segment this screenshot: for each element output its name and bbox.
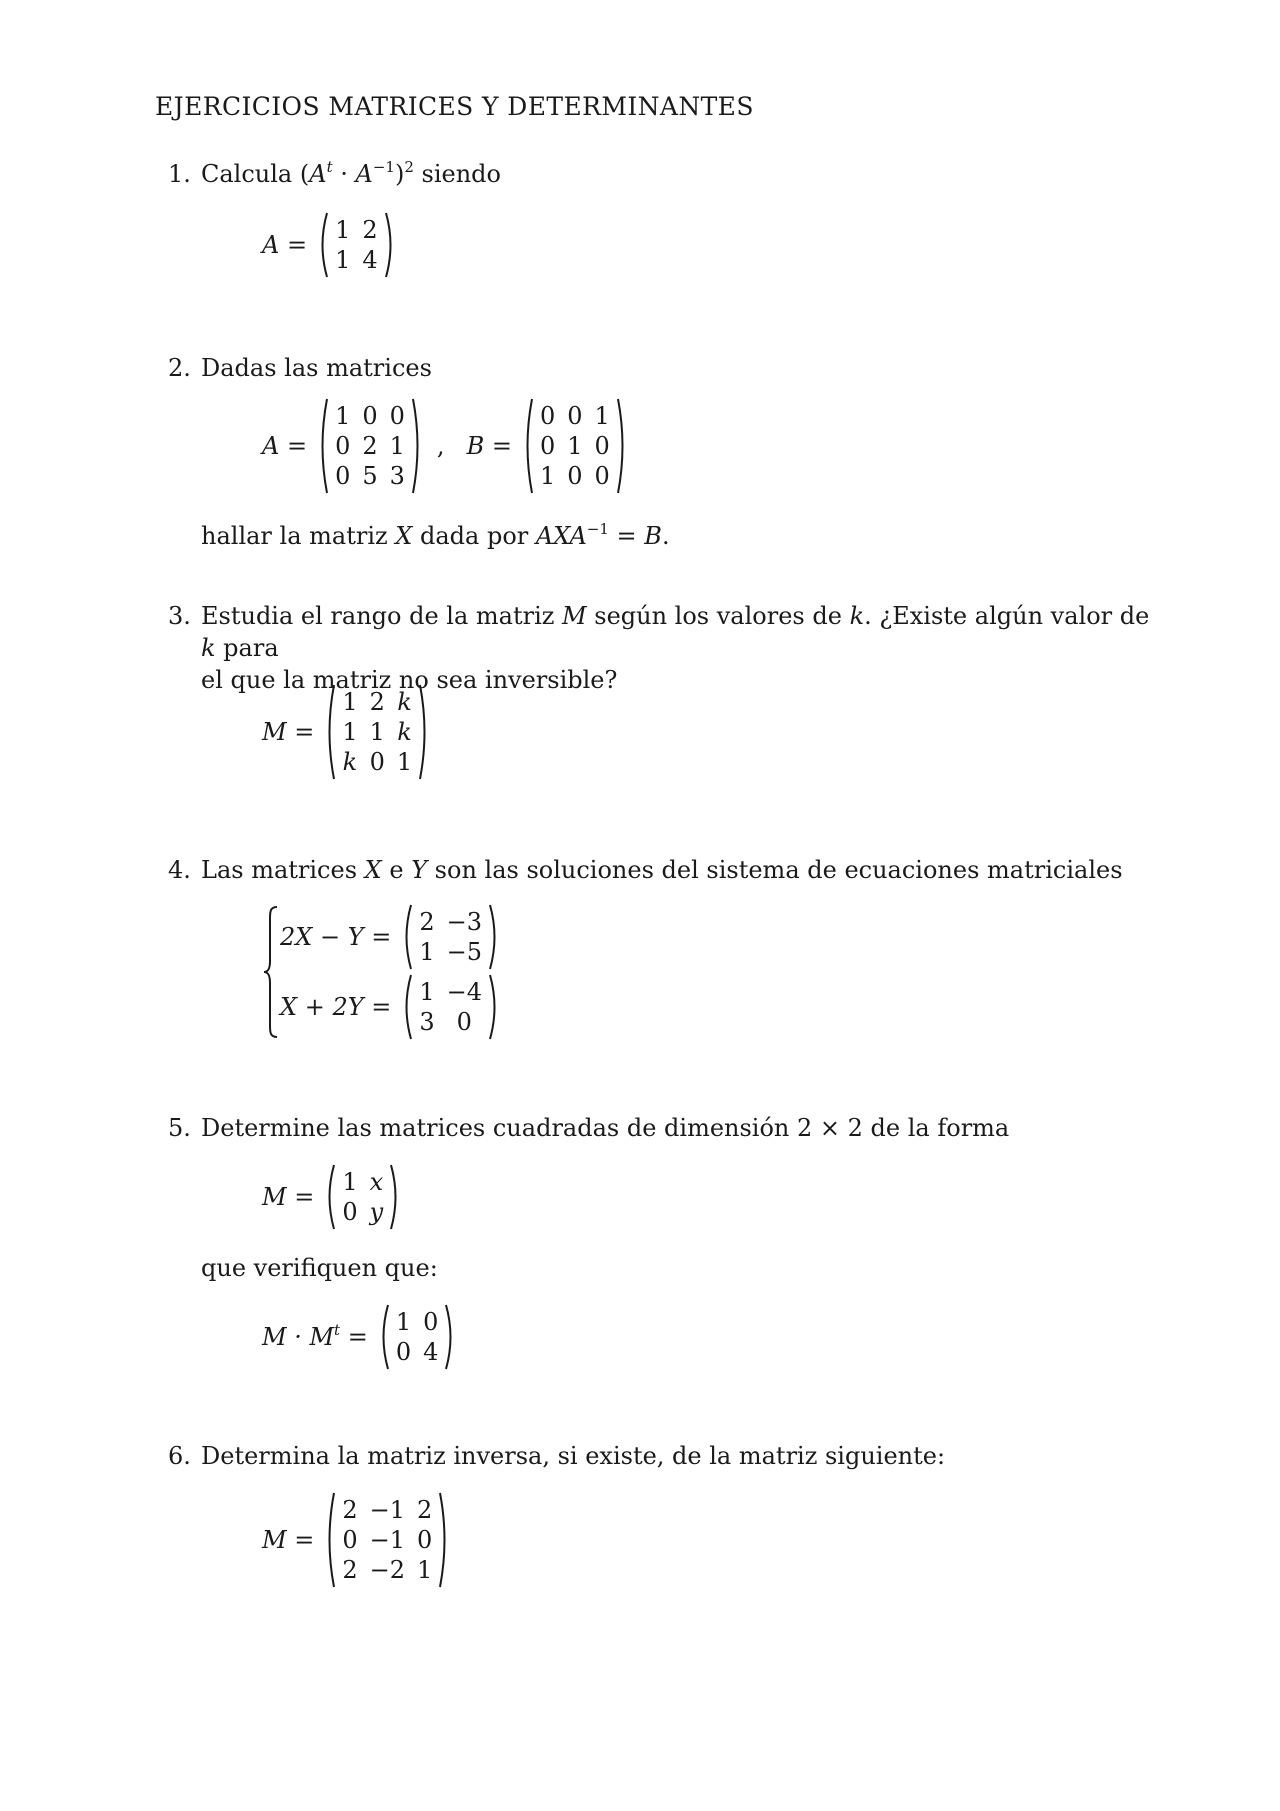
matrix-body [390, 1307, 445, 1367]
matrix-row [336, 687, 418, 717]
equation-lhs: X + 2Y = [280, 993, 392, 1021]
equation-matrix-inverse [262, 1492, 454, 1588]
matrix-row [413, 1007, 488, 1037]
matrix-cell: 0 [342, 1526, 358, 1554]
equation-lhs: M = [262, 718, 315, 746]
matrix-cell: −1 [369, 1496, 405, 1524]
matrix-body [336, 687, 418, 777]
matrix [324, 1492, 450, 1588]
matrix [324, 1164, 401, 1230]
matrix-cell: k [397, 688, 412, 716]
matrix-cell: 0 [567, 402, 583, 430]
left-paren-icon [317, 398, 329, 494]
equation-lhs: $M \cdot M^t$ = [262, 1321, 368, 1351]
matrix-row [534, 401, 616, 431]
right-paren-icon [418, 684, 430, 780]
exercise-3 [168, 600, 1170, 696]
equation-row-1 [280, 904, 504, 970]
matrix-cell: 1 [395, 1308, 412, 1336]
matrix-body [336, 1167, 389, 1227]
system-of-equations [262, 904, 504, 1040]
exercise-number: 5. [168, 1114, 191, 1142]
matrix-cell: 0 [567, 462, 583, 490]
matrix-row [534, 461, 616, 491]
equation-lhs: B = [466, 432, 512, 460]
right-paren-icon [488, 904, 500, 970]
exercise-statement: hallar la matriz X dada por $AXA^{-1} = B$. [201, 520, 670, 550]
equation-matrix-m [262, 684, 434, 780]
exercise-5 [168, 1112, 1170, 1144]
exercise-statement: Determine las matrices cuadradas de dimensión 2 × 2 de la forma [201, 1114, 1010, 1142]
matrix [324, 684, 430, 780]
matrix-cell: 1 [539, 462, 556, 490]
matrix-cell: 0 [335, 432, 351, 460]
matrix-cell: 1 [389, 432, 405, 460]
equation-lhs: M = [262, 1526, 315, 1554]
matrix-cell: 0 [416, 1526, 433, 1554]
matrix-row [336, 747, 418, 777]
matrix-row [336, 1495, 438, 1525]
matrix [317, 212, 396, 278]
matrix-cell: 1 [419, 978, 435, 1006]
left-paren-icon [324, 684, 336, 780]
exercise-statement: Estudia el rango de la matriz M según los valores de k. ¿Existe algún valor de k para el que la matriz no sea inversible? [201, 602, 1150, 694]
matrix-cell: −4 [446, 978, 482, 1006]
left-brace-icon [262, 905, 280, 1039]
equation-system [262, 904, 504, 1040]
matrix-cell: 3 [389, 462, 405, 490]
matrix-row [336, 1167, 389, 1197]
equation-lhs: A = [262, 432, 308, 460]
exercise-number: 2. [168, 354, 191, 382]
matrix-body [413, 907, 488, 967]
right-paren-icon [488, 974, 500, 1040]
matrix [401, 974, 500, 1040]
matrix-body [329, 215, 384, 275]
exercise-number: 3. [168, 602, 191, 630]
matrix-row [413, 907, 488, 937]
exercise-number: 4. [168, 856, 191, 884]
exercise-6 [168, 1440, 1170, 1472]
separator-comma: , [436, 432, 445, 460]
matrix-cell: 0 [456, 1008, 472, 1036]
matrix-cell: 0 [539, 402, 556, 430]
matrix-cell: 1 [567, 432, 583, 460]
matrix-cell: k [397, 718, 412, 746]
document-title: EJERCICIOS MATRICES Y DETERMINANTES [155, 92, 754, 121]
matrix-cell: 0 [395, 1338, 412, 1366]
exercise-1 [168, 158, 1170, 190]
matrix-body [534, 401, 616, 491]
matrix-cell: 2 [362, 216, 378, 244]
matrix-cell: x [369, 1168, 384, 1196]
equation-matrix-m-form [262, 1164, 405, 1230]
matrix-cell: 1 [416, 1556, 433, 1584]
left-paren-icon [324, 1492, 336, 1588]
exercise-2 [168, 352, 1170, 384]
exercise-statement: Dadas las matrices [201, 354, 432, 382]
matrix-cell: 4 [423, 1338, 439, 1366]
matrix-cell: 1 [419, 938, 435, 966]
right-paren-icon [616, 398, 628, 494]
exercise-statement: Las matrices X e Y son las soluciones del sistema de ecuaciones matriciales [201, 856, 1123, 884]
equation-lhs: A = [262, 231, 308, 259]
matrix-cell: −1 [369, 1526, 405, 1554]
matrix-row [390, 1337, 445, 1367]
matrix-cell: 1 [369, 718, 385, 746]
exercise-5-followup [168, 1252, 1170, 1284]
right-paren-icon [384, 212, 396, 278]
matrix-cell: −5 [446, 938, 482, 966]
matrix-cell: 2 [416, 1496, 433, 1524]
exercise-2-followup [168, 520, 1170, 552]
left-paren-icon [401, 904, 413, 970]
matrix-cell: 1 [342, 688, 358, 716]
matrix-body [336, 1495, 438, 1585]
exercise-4 [168, 854, 1170, 886]
left-paren-icon [378, 1304, 390, 1370]
matrix-row [336, 1525, 438, 1555]
matrix-cell: −3 [446, 908, 482, 936]
matrix-row [336, 1555, 438, 1585]
matrix-cell: 1 [594, 402, 610, 430]
left-paren-icon [522, 398, 534, 494]
matrix-row [336, 1197, 389, 1227]
matrix-row [329, 461, 411, 491]
matrix-cell: 0 [389, 402, 405, 430]
matrix-row [534, 431, 616, 461]
equation-lhs: 2X − Y = [280, 923, 392, 951]
matrix-cell: 2 [369, 688, 385, 716]
matrix-cell: 2 [342, 1556, 358, 1584]
matrix-cell: 0 [594, 432, 610, 460]
matrix-cell: 3 [419, 1008, 435, 1036]
matrix-cell: y [369, 1198, 384, 1226]
left-paren-icon [317, 212, 329, 278]
matrix-cell: 2 [362, 432, 378, 460]
matrix-cell: 5 [362, 462, 378, 490]
matrix-cell: 1 [342, 1168, 358, 1196]
exercise-statement: Calcula $(A^t \cdot A^{-1})^2$ siendo [201, 158, 501, 188]
matrix-row [329, 431, 411, 461]
matrix-row [390, 1307, 445, 1337]
matrix-cell: k [342, 748, 358, 776]
equation-matrix-a [262, 212, 400, 278]
matrix-cell: 1 [335, 216, 351, 244]
matrix-row [329, 245, 384, 275]
right-paren-icon [444, 1304, 456, 1370]
matrix-row [329, 401, 411, 431]
matrix-cell: 0 [335, 462, 351, 490]
matrix-cell: 1 [335, 246, 351, 274]
right-paren-icon [438, 1492, 450, 1588]
matrix-row [329, 215, 384, 245]
matrix-cell: 0 [423, 1308, 439, 1336]
matrix [401, 904, 500, 970]
matrix-cell: 0 [362, 402, 378, 430]
matrix-cell: 1 [342, 718, 358, 746]
matrix [378, 1304, 457, 1370]
matrix [522, 398, 628, 494]
matrix-cell: 0 [594, 462, 610, 490]
exercise-statement: que verifiquen que: [201, 1254, 438, 1282]
matrix-cell: 2 [342, 1496, 358, 1524]
matrix-row [413, 937, 488, 967]
matrix-row [413, 977, 488, 1007]
matrix-cell: 0 [539, 432, 556, 460]
left-paren-icon [324, 1164, 336, 1230]
exercise-statement: Determina la matriz inversa, si existe, de la matriz siguiente: [201, 1442, 946, 1470]
equation-m-mt [262, 1304, 460, 1370]
matrix-cell: −2 [369, 1556, 405, 1584]
equation-lhs: M = [262, 1183, 315, 1211]
matrix-cell: 0 [369, 748, 385, 776]
exercise-number: 6. [168, 1442, 191, 1470]
matrix-cell: 1 [396, 748, 413, 776]
equation-row-2 [280, 974, 504, 1040]
matrix-cell: 0 [342, 1198, 358, 1226]
matrix-cell: 4 [362, 246, 378, 274]
matrix-row [336, 717, 418, 747]
right-paren-icon [389, 1164, 401, 1230]
exercise-number: 1. [168, 160, 191, 188]
matrix-body [413, 977, 488, 1037]
matrix [317, 398, 423, 494]
right-paren-icon [411, 398, 423, 494]
matrix-cell: 2 [419, 908, 435, 936]
matrix-body [329, 401, 411, 491]
equation-matrices-a-b [262, 398, 632, 494]
left-paren-icon [401, 974, 413, 1040]
matrix-cell: 1 [335, 402, 351, 430]
